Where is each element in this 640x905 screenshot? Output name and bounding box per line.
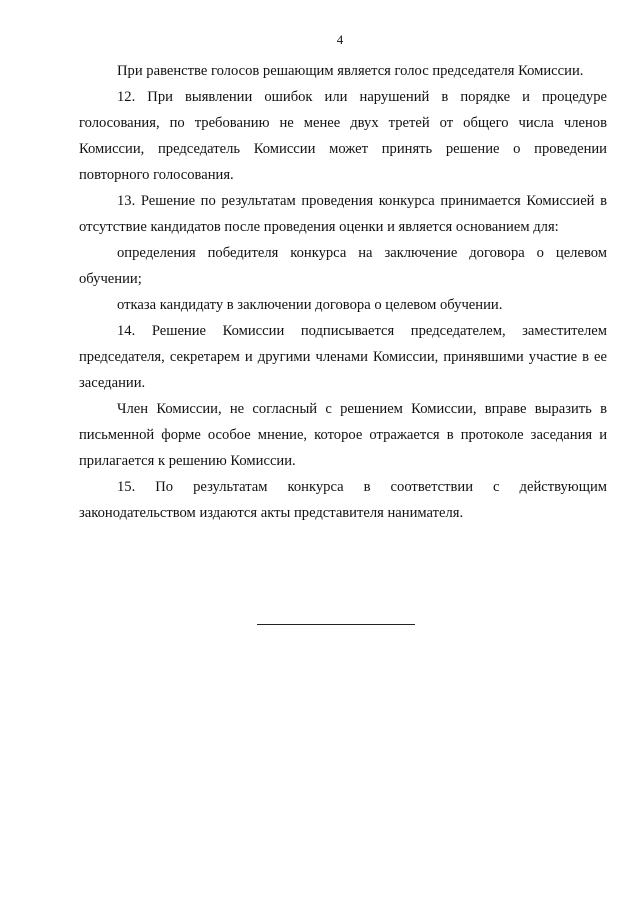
paragraph-13-winner: определения победителя конкурса на заключение договора о целевом обучении;: [79, 245, 607, 287]
paragraph-13-refusal: отказа кандидату в заключении договора о целевом обучении.: [117, 297, 503, 313]
paragraph-13-decision: 13. Решение по результатам проведения конкурса принимается Комиссией в отсутствие кандидатов после проведения оценки и является основанием для:: [79, 193, 607, 235]
paragraph-12-revote: 12. При выявлении ошибок или нарушений в порядке и процедуре голосования, по требованию не менее двух третей от общего числа членов Комиссии, председатель Комиссии может принять решение о проведении повторного голосования.: [79, 89, 607, 183]
closing-divider: [257, 624, 415, 625]
document-body: [79, 58, 607, 526]
paragraph-15-acts: 15. По результатам конкурса в соответствии с действующим законодательством издаются акты представителя нанимателя.: [79, 479, 607, 521]
paragraph-tie-vote: При равенстве голосов решающим является голос председателя Комиссии.: [117, 63, 584, 79]
paragraph-14-dissent: Член Комиссии, не согласный с решением Комиссии, вправе выразить в письменной форме особое мнение, которое отражается в протоколе заседания и прилагается к решению Комиссии.: [79, 401, 607, 469]
page-number: 4: [336, 32, 344, 47]
paragraph-14-signature: 14. Решение Комиссии подписывается председателем, заместителем председателя, секретарем и другими членами Комиссии, принявшими участие в ее заседании.: [79, 323, 607, 391]
